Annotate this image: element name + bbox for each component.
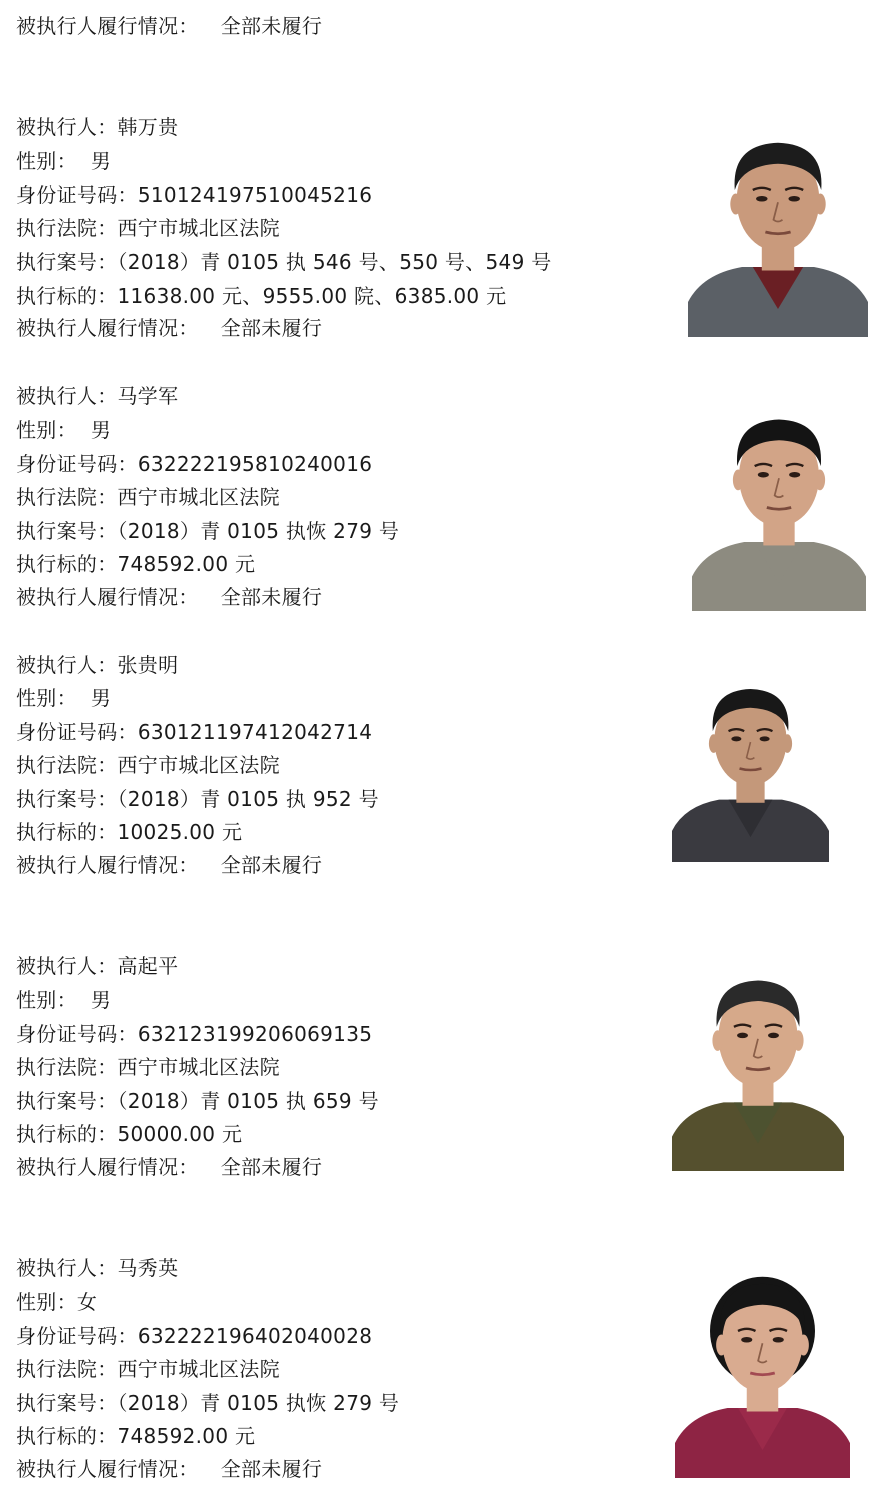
person-photo — [692, 404, 866, 611]
id-value: 630121197412042714 — [137, 720, 373, 744]
amount-value: 11638.00 元、9555.00 院、6385.00 元 — [117, 284, 507, 308]
case-line — [16, 1388, 399, 1418]
left-ear-shape — [716, 1335, 727, 1356]
status-label: 被执行人履行情况： — [16, 1457, 199, 1481]
gender-value: 女 — [76, 1290, 98, 1314]
status-line — [16, 582, 322, 612]
left-eye-shape — [756, 196, 768, 202]
case-value: （2018）青 0105 执恢 279 号 — [117, 1391, 400, 1415]
right-eye-shape — [789, 472, 800, 478]
gender-value: 男 — [90, 988, 112, 1012]
status-value: 全部未履行 — [220, 14, 323, 38]
case-label: 执行案号： — [16, 519, 118, 543]
case-line — [16, 1086, 379, 1116]
id-label: 身份证号码： — [16, 1022, 138, 1046]
left-ear-shape — [712, 1030, 722, 1051]
gender-label: 性别： — [16, 418, 77, 442]
right-ear-shape — [783, 734, 792, 753]
case-value: （2018）青 0105 执 546 号、550 号、549 号 — [117, 250, 552, 274]
portrait-graphic — [688, 127, 868, 337]
court-line — [16, 482, 280, 512]
amount-value: 10025.00 元 — [117, 820, 243, 844]
amount-value: 50000.00 元 — [117, 1122, 243, 1146]
court-label: 执行法院： — [16, 1357, 118, 1381]
portrait-graphic — [675, 1268, 850, 1478]
status-label: 被执行人履行情况： — [16, 14, 199, 38]
name-line — [16, 112, 178, 142]
left-eye-shape — [731, 736, 741, 741]
gender-value: 男 — [90, 686, 112, 710]
name-line — [16, 1253, 178, 1283]
right-eye-shape — [788, 196, 800, 202]
court-value: 西宁市城北区法院 — [117, 216, 280, 240]
amount-label: 执行标的： — [16, 1424, 118, 1448]
court-value: 西宁市城北区法院 — [117, 485, 280, 509]
amount-line — [16, 1119, 242, 1149]
court-label: 执行法院： — [16, 485, 118, 509]
case-line — [16, 516, 399, 546]
status-value: 全部未履行 — [220, 1155, 323, 1179]
court-line — [16, 213, 280, 243]
person-photo — [672, 675, 829, 862]
gender-label: 性别： — [16, 1290, 77, 1314]
id-value: 510124197510045216 — [137, 183, 373, 207]
left-eye-shape — [737, 1033, 748, 1038]
amount-value: 748592.00 元 — [117, 552, 256, 576]
id-value: 632123199206069135 — [137, 1022, 373, 1046]
id-label: 身份证号码： — [16, 1324, 138, 1348]
left-ear-shape — [709, 734, 718, 753]
right-eye-shape — [768, 1033, 779, 1038]
status-line — [16, 1454, 322, 1484]
id-line — [16, 1019, 372, 1049]
gender-line — [16, 683, 111, 713]
id-line — [16, 1321, 372, 1351]
right-eye-shape — [773, 1337, 784, 1343]
status-label: 被执行人履行情况： — [16, 585, 199, 609]
name-label: 被执行人： — [16, 1256, 118, 1280]
gender-value: 男 — [90, 418, 112, 442]
id-line — [16, 449, 372, 479]
id-value: 632222195810240016 — [137, 452, 373, 476]
right-ear-shape — [798, 1335, 809, 1356]
status-line — [16, 850, 322, 880]
amount-label: 执行标的： — [16, 552, 118, 576]
court-line — [16, 1354, 280, 1384]
name-value: 韩万贵 — [117, 115, 179, 139]
court-label: 执行法院： — [16, 216, 118, 240]
status-label: 被执行人履行情况： — [16, 316, 199, 340]
id-label: 身份证号码： — [16, 720, 138, 744]
amount-value: 748592.00 元 — [117, 1424, 256, 1448]
left-eye-shape — [758, 472, 769, 478]
right-eye-shape — [760, 736, 770, 741]
name-value: 张贵明 — [117, 653, 179, 677]
status-value: 全部未履行 — [220, 1457, 323, 1481]
status-label: 被执行人履行情况： — [16, 1155, 199, 1179]
status-value: 全部未履行 — [220, 585, 323, 609]
person-photo — [675, 1268, 850, 1478]
case-line — [16, 784, 379, 814]
id-label: 身份证号码： — [16, 183, 138, 207]
right-ear-shape — [815, 470, 825, 491]
id-line — [16, 717, 372, 747]
id-value: 632222196402040028 — [137, 1324, 373, 1348]
status-line — [16, 1152, 322, 1182]
case-line — [16, 247, 552, 277]
left-ear-shape — [730, 194, 741, 215]
gender-label: 性别： — [16, 988, 77, 1012]
person-photo — [672, 965, 844, 1171]
court-line — [16, 750, 280, 780]
court-label: 执行法院： — [16, 1055, 118, 1079]
id-line — [16, 180, 372, 210]
case-label: 执行案号： — [16, 1391, 118, 1415]
person-photo — [688, 127, 868, 337]
amount-label: 执行标的： — [16, 820, 118, 844]
gender-label: 性别： — [16, 149, 77, 173]
court-value: 西宁市城北区法院 — [117, 753, 280, 777]
portrait-graphic — [692, 404, 866, 611]
case-value: （2018）青 0105 执 952 号 — [117, 787, 379, 811]
id-label: 身份证号码： — [16, 452, 138, 476]
court-label: 执行法院： — [16, 753, 118, 777]
gender-line — [16, 1287, 97, 1317]
gender-line — [16, 985, 111, 1015]
left-ear-shape — [733, 470, 743, 491]
right-ear-shape — [815, 194, 826, 215]
status-label: 被执行人履行情况： — [16, 853, 199, 877]
name-label: 被执行人： — [16, 653, 118, 677]
gender-line — [16, 146, 111, 176]
court-value: 西宁市城北区法院 — [117, 1357, 280, 1381]
left-eye-shape — [741, 1337, 752, 1343]
portrait-graphic — [672, 965, 844, 1171]
court-line — [16, 1052, 280, 1082]
right-ear-shape — [793, 1030, 803, 1051]
court-value: 西宁市城北区法院 — [117, 1055, 280, 1079]
top-status-line — [16, 11, 322, 41]
name-value: 高起平 — [117, 954, 179, 978]
amount-line — [16, 817, 242, 847]
name-value: 马秀英 — [117, 1256, 179, 1280]
case-value: （2018）青 0105 执恢 279 号 — [117, 519, 400, 543]
case-label: 执行案号： — [16, 787, 118, 811]
name-value: 马学军 — [117, 384, 179, 408]
gender-label: 性别： — [16, 686, 77, 710]
amount-line — [16, 281, 506, 311]
name-label: 被执行人： — [16, 115, 118, 139]
amount-line — [16, 549, 255, 579]
name-label: 被执行人： — [16, 954, 118, 978]
name-line — [16, 381, 178, 411]
status-value: 全部未履行 — [220, 316, 323, 340]
gender-line — [16, 415, 111, 445]
amount-label: 执行标的： — [16, 284, 118, 308]
portrait-graphic — [672, 675, 829, 862]
amount-line — [16, 1421, 255, 1451]
case-label: 执行案号： — [16, 250, 118, 274]
status-value: 全部未履行 — [220, 853, 323, 877]
amount-label: 执行标的： — [16, 1122, 118, 1146]
name-line — [16, 951, 178, 981]
case-value: （2018）青 0105 执 659 号 — [117, 1089, 379, 1113]
status-line — [16, 313, 322, 343]
gender-value: 男 — [90, 149, 112, 173]
name-label: 被执行人： — [16, 384, 118, 408]
name-line — [16, 650, 178, 680]
case-label: 执行案号： — [16, 1089, 118, 1113]
